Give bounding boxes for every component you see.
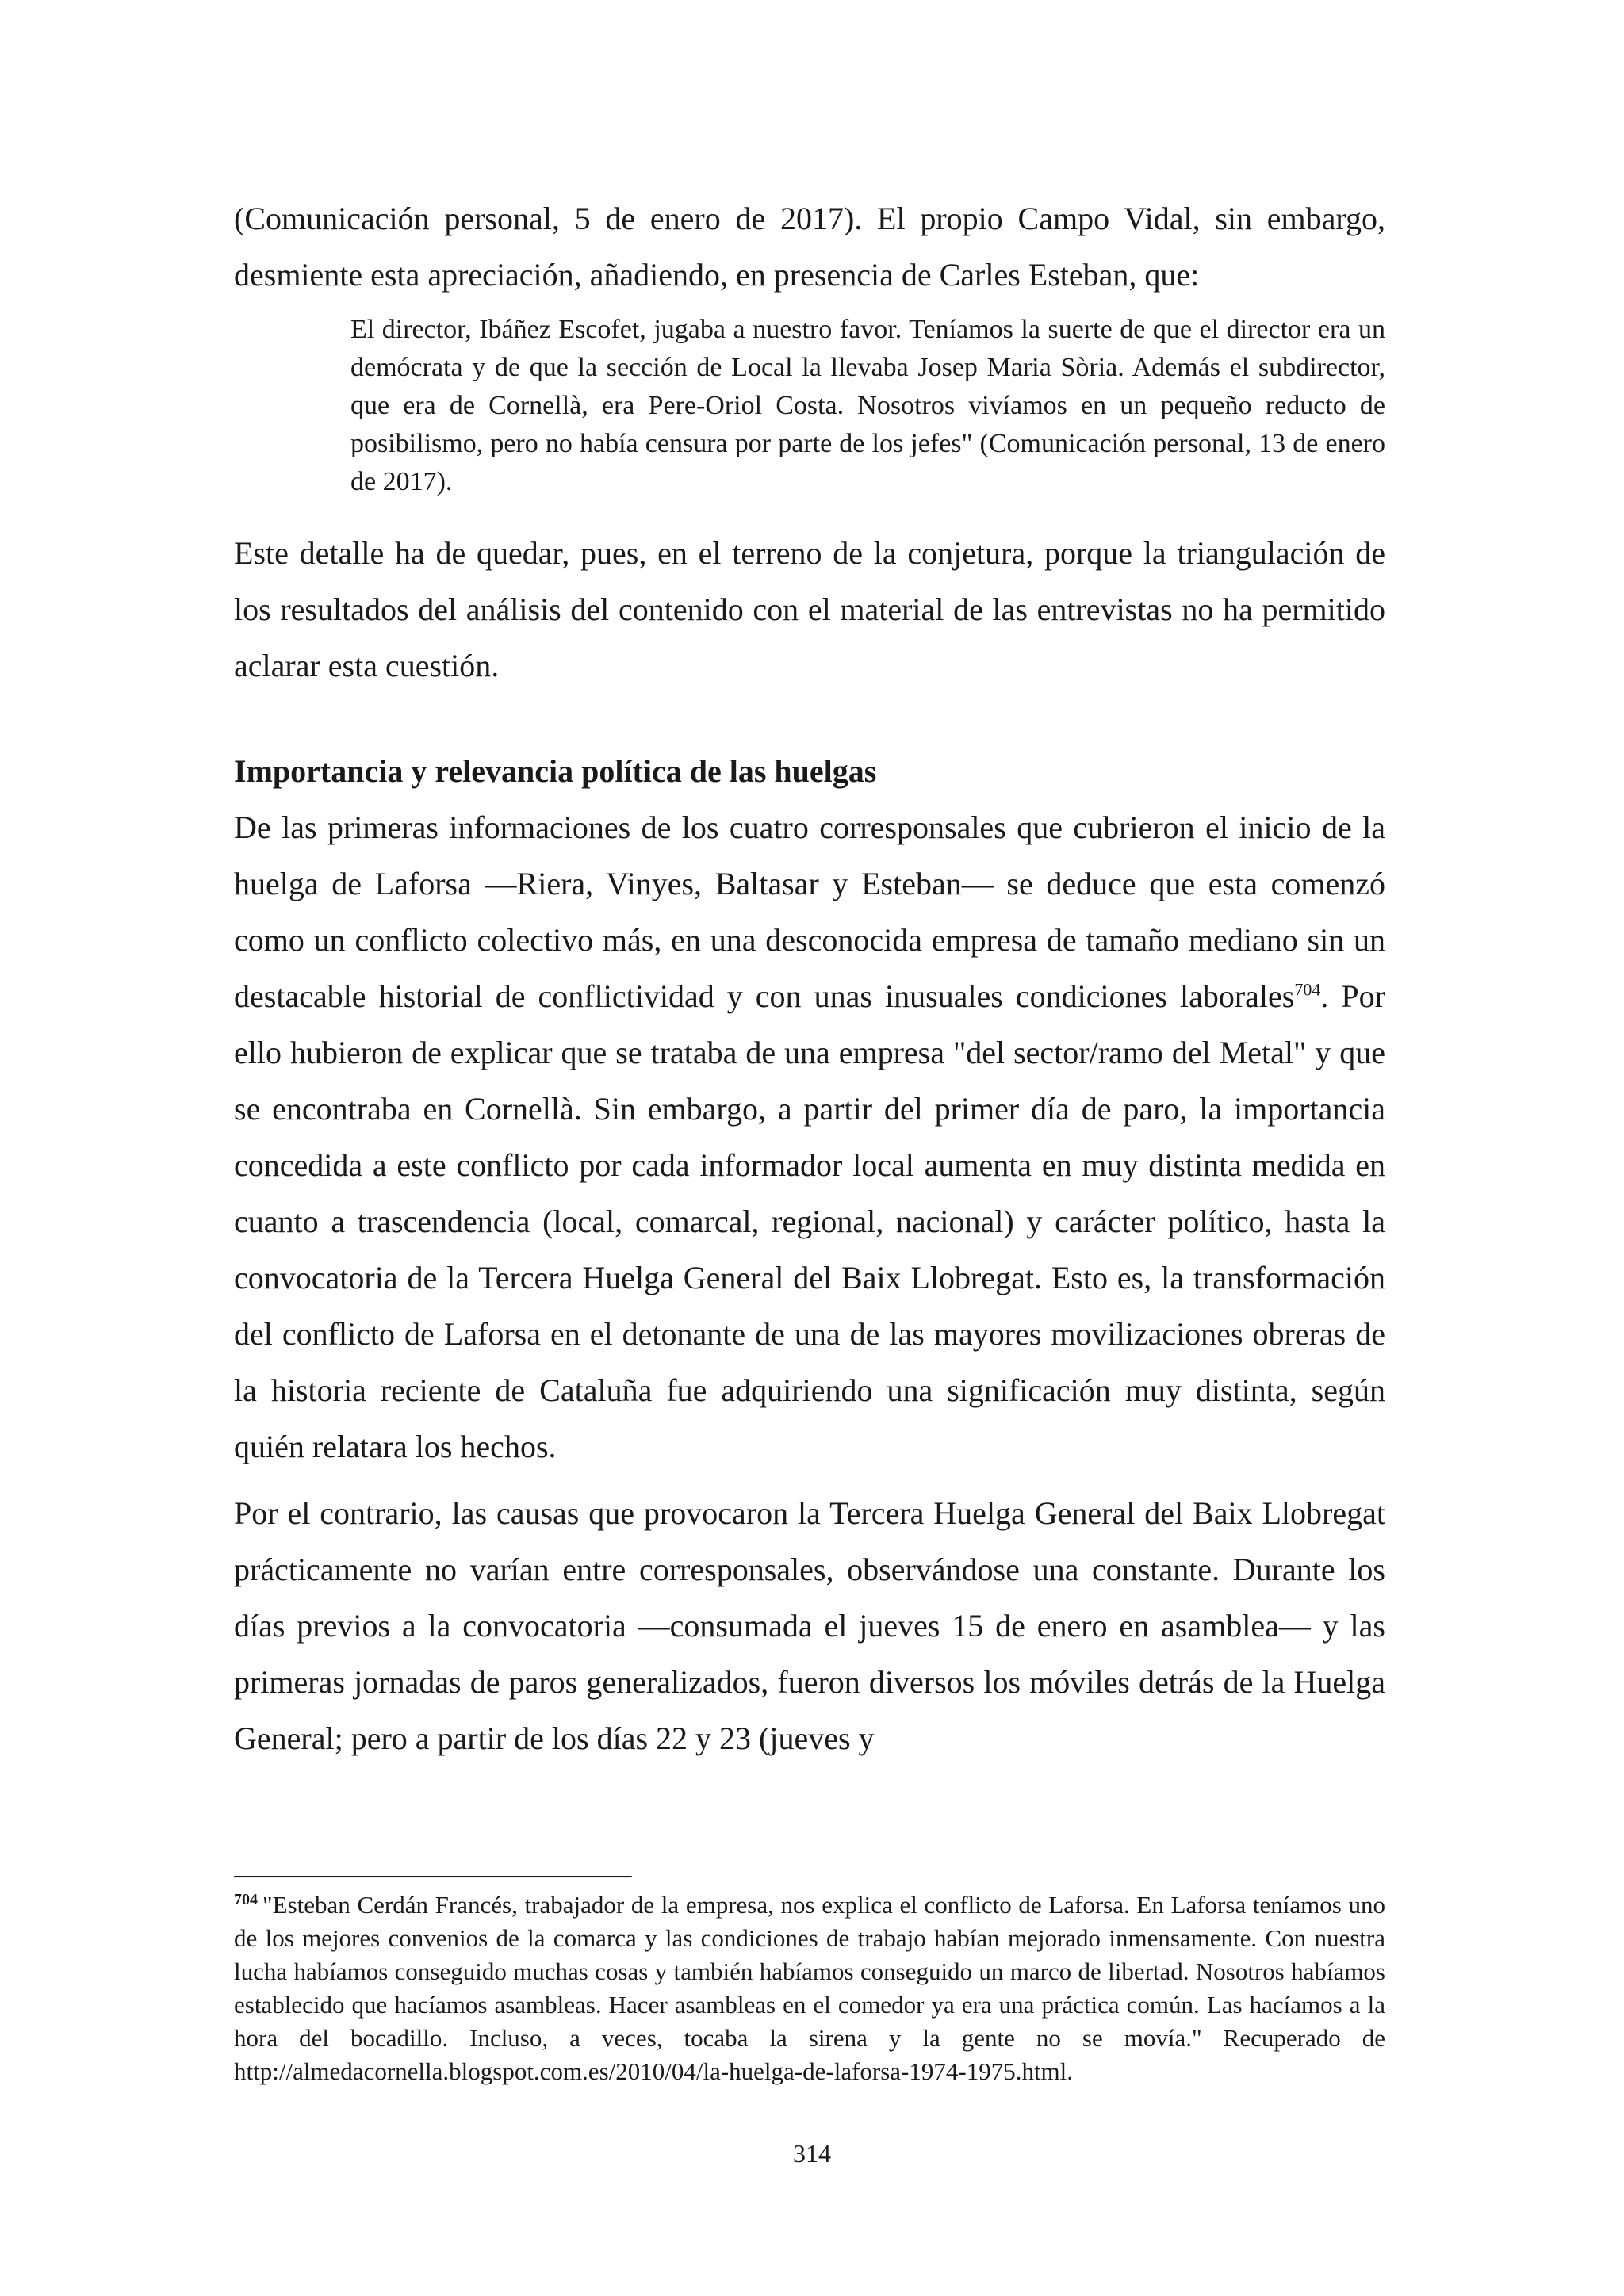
- paragraph-laforsa-text-a: De las primeras informaciones de los cuatro corresponsales que cubrieron el inicio de la huelga de Laforsa —Riera, Vinyes, Baltasar y Esteban— se deduce que esta comenzó como un conflicto colectivo más, en una desconocida empresa de tamaño mediano sin un destacable historial de conflictividad y con unas inusuales condiciones laborales: [234, 809, 1385, 1014]
- paragraph-causes: Por el contrario, las causas que provocaron la Tercera Huelga General del Baix Llobregat prácticamente no varían entre corresponsales, observándose una constante. Durante los días previos a la convocatoria —consumada el jueves 15 de enero en asamblea— y las primeras jornadas de paros generalizados, fueron diversos los móviles detrás de la Huelga General; pero a partir de los días 22 y 23 (jueves y: [234, 1495, 1385, 1756]
- section-heading: Importancia y relevancia política de las huelgas: [234, 753, 877, 789]
- footnote-separator: [234, 1876, 632, 1878]
- block-quote: El director, Ibáñez Escofet, jugaba a nuestro favor. Teníamos la suerte de que el director era un demócrata y de que la sección de Local la llevaba Josep Maria Sòria. Además el subdirector, que era de Cornellà, era Pere-Oriol Costa. Nosotros vivíamos en un pequeño reducto de posibilismo, pero no había censura por parte de los jefes" (Comunicación personal, 13 de enero de 2017).: [350, 315, 1385, 496]
- paragraph-laforsa: [234, 799, 1385, 1475]
- paragraph-intro: (Comunicación personal, 5 de enero de 2017). El propio Campo Vidal, sin embargo, desmiente esta apreciación, añadiendo, en presencia de Carles Esteban, que:: [234, 201, 1385, 293]
- page-body: [234, 190, 1385, 1766]
- footnote-reference: 704: [1294, 979, 1321, 1000]
- paragraph-laforsa-text-b: . Por ello hubieron de explicar que se trataba de una empresa "del sector/ramo del Metal" y que se encontraba en Cornellà. Sin embargo, a partir del primer día de paro, la importancia concedida a este conflicto por cada informador local aumenta en muy distinta medida en cuanto a trascendencia (local, comarcal, regional, nacional) y carácter político, hasta la convocatoria de la Tercera Huelga General del Baix Llobregat. Esto es, la transformación del conflicto de Laforsa en el detonante de una de las mayores movilizaciones obreras de la historia reciente de Cataluña fue adquiriendo una significación muy distinta, según quién relatara los hechos.: [234, 978, 1385, 1464]
- page-number: 314: [793, 2139, 831, 2168]
- footnote: [234, 1888, 1385, 2088]
- footnote-number: 704: [234, 1890, 258, 1908]
- footnote-text: "Esteban Cerdán Francés, trabajador de la empresa, nos explica el conflicto de Laforsa. En Laforsa teníamos uno de los mejores convenios de la comarca y las condiciones de trabajo habían mejorado inmensamente. Con nuestra lucha habíamos conseguido muchas cosas y también habíamos conseguido un marco de libertad. Nosotros habíamos establecido que hacíamos asambleas. Hacer asambleas en el comedor ya era una práctica común. Las hacíamos a la hora del bocadillo. Incluso, a veces, tocaba la sirena y la gente no se movía." Recuperado de http://almedacornella.blogspot.com.es/2010/04/la-huelga-de-laforsa-1974-1975.html.: [234, 1891, 1385, 2085]
- paragraph-conjecture: Este detalle ha de quedar, pues, en el terreno de la conjetura, porque la triangulación de los resultados del análisis del contenido con el material de las entrevistas no ha permitido aclarar esta cuestión.: [234, 535, 1385, 683]
